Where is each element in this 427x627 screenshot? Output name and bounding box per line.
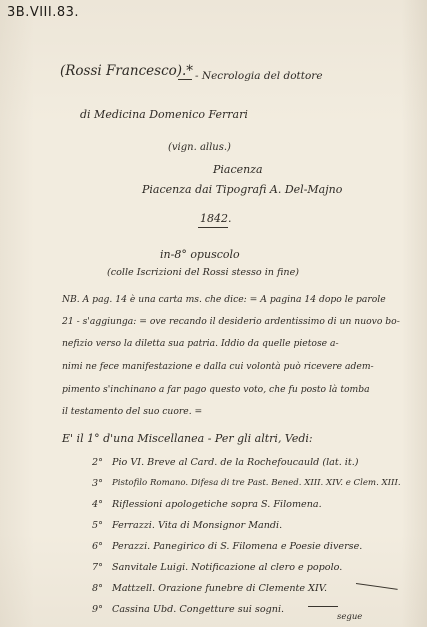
item-number: 7° — [92, 562, 103, 573]
item-number: 3° — [92, 478, 103, 489]
item-number: 4° — [92, 499, 103, 510]
item-text: Perazzi. Panegirico di S. Filomena e Poesie diverse. — [112, 541, 363, 552]
item-text: Mattzell. Orazione funebre di Clemente XIV. — [112, 583, 328, 594]
note-line-5: pimento s'inchinano a far pago questo voto, che fu posto là tomba — [62, 384, 370, 395]
note-line-3: nefizio verso la diletta sua patria. Iddio da quelle pietose a- — [62, 338, 339, 349]
vignette-note: (vign. allus.) — [168, 142, 231, 153]
pen-stroke — [356, 583, 398, 590]
title-dash — [178, 79, 192, 80]
catchword: segue — [337, 612, 363, 622]
year-underline — [198, 227, 228, 228]
place: Piacenza — [213, 163, 263, 176]
pen-stroke — [308, 606, 338, 607]
shelfmark: 3B.VIII.83. — [7, 5, 80, 20]
item-number: 9° — [92, 604, 103, 615]
item-number: 2° — [92, 457, 103, 468]
imprint: Piacenza dai Tipografi A. Del-Majno — [142, 183, 343, 196]
item-text: Sanvitale Luigi. Notificazione al clero e popolo. — [112, 562, 343, 573]
format: in-8° opuscolo — [160, 248, 240, 261]
title-line-2: di Medicina Domenico Ferrari — [80, 108, 248, 121]
format-note: (colle Iscrizioni del Rossi stesso in fine) — [107, 267, 300, 278]
item-text: Cassina Ubd. Congetture sui sogni. — [112, 604, 285, 615]
year: 1842. — [200, 212, 232, 225]
item-text: Riflessioni apologetiche sopra S. Filomena. — [112, 499, 322, 510]
note-line-2: 21 - s'aggiunga: = ove recando il desiderio ardentissimo di un nuovo bo- — [62, 316, 400, 327]
title-rest: - Necrologia del dottore — [195, 70, 323, 82]
note-line-1: NB. A pag. 14 è una carta ms. che dice: = A pagina 14 dopo le parole — [62, 294, 386, 305]
note-line-6: il testamento del suo cuore. = — [62, 406, 203, 417]
item-number: 6° — [92, 541, 103, 552]
item-number: 5° — [92, 520, 103, 531]
item-text: Pio VI. Breve al Card. de la Rochefoucauld (lat. it.) — [112, 457, 359, 468]
item-text: Ferrazzi. Vita di Monsignor Mandi. — [112, 520, 283, 531]
miscellanea-intro: E' il 1° d'una Miscellanea - Per gli altri, Vedi: — [62, 432, 313, 445]
item-text: Pistofilo Romano. Difesa di tre Past. Bened. XIII. XIV. e Clem. XIII. — [112, 478, 401, 488]
note-line-4: nimi ne fece manifestazione e dalla cui volontà può ricevere adem- — [62, 361, 374, 372]
item-number: 8° — [92, 583, 103, 594]
author-heading: (Rossi Francesco).* — [60, 63, 194, 79]
